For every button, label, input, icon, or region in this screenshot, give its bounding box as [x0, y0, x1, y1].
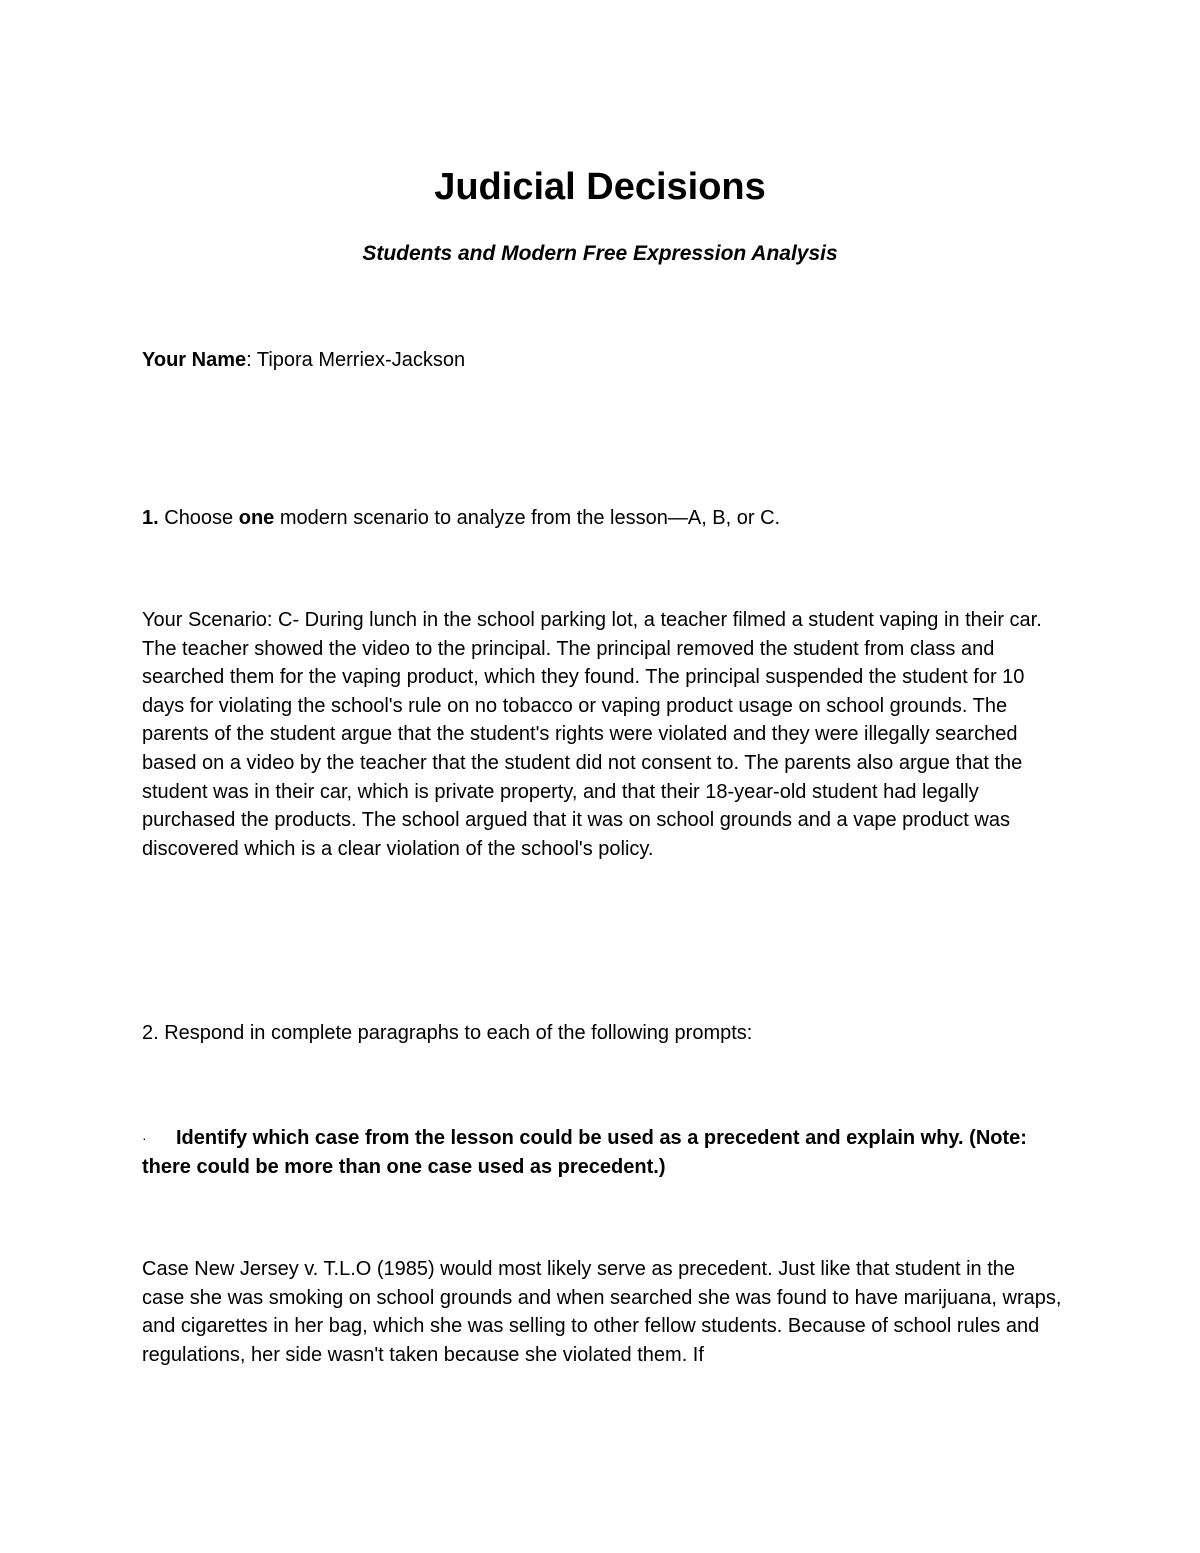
prompt-item — [142, 1124, 1062, 1182]
question-1-number: 1. — [142, 507, 159, 529]
question-1-emphasis: one — [238, 507, 275, 529]
scenario-paragraph: Your Scenario: C- During lunch in the school parking lot, a teacher filmed a student vaping in their car. The teacher showed the video to the principal. The principal removed the student from class and searched them for the vaping product, which they found. The principal suspended the student for 10 days for violating the school's rule on no tobacco or vaping product usage on school grounds. The parents of the student argue that the student's rights were violated and they were illegally searched based on a video by the teacher that the student did not consent to. The parents also argue that the student was in their car, which is private property, and that their 18-year-old student had legally purchased the products. The school argued that it was on school grounds and a vape product was discovered which is a clear violation of the school's policy. — [142, 609, 1042, 860]
question-2: 2. Respond in complete paragraphs to each of the following prompts: — [142, 1022, 753, 1044]
student-name-line — [142, 346, 1062, 375]
prompt-text: Identify which case from the lesson could be used as a precedent and explain why. (Note: there could be more than one case used as precedent.) — [142, 1127, 1027, 1179]
question-1-text-before: Choose — [158, 507, 239, 529]
answer-paragraph: Case New Jersey v. T.L.O (1985) would most likely serve as precedent. Just like that student in the case she was smoking on school grounds and when searched she was found to have marijuana, wraps, and cigarettes in her bag, which she was selling to other fellow students. Because of school rules and regulations, her side wasn't taken because she violated them. If — [142, 1258, 1062, 1366]
question-1-text-after: modern scenario to analyze from the lesson—A, B, or C. — [274, 507, 781, 529]
bullet-icon: · — [142, 1130, 147, 1147]
document-subtitle: Students and Modern Free Expression Analysis — [362, 242, 838, 265]
name-label: Your Name — [142, 349, 247, 371]
name-value: : Tipora Merriex-Jackson — [246, 349, 466, 371]
question-1 — [142, 504, 1062, 533]
document-title: Judicial Decisions — [434, 166, 766, 208]
